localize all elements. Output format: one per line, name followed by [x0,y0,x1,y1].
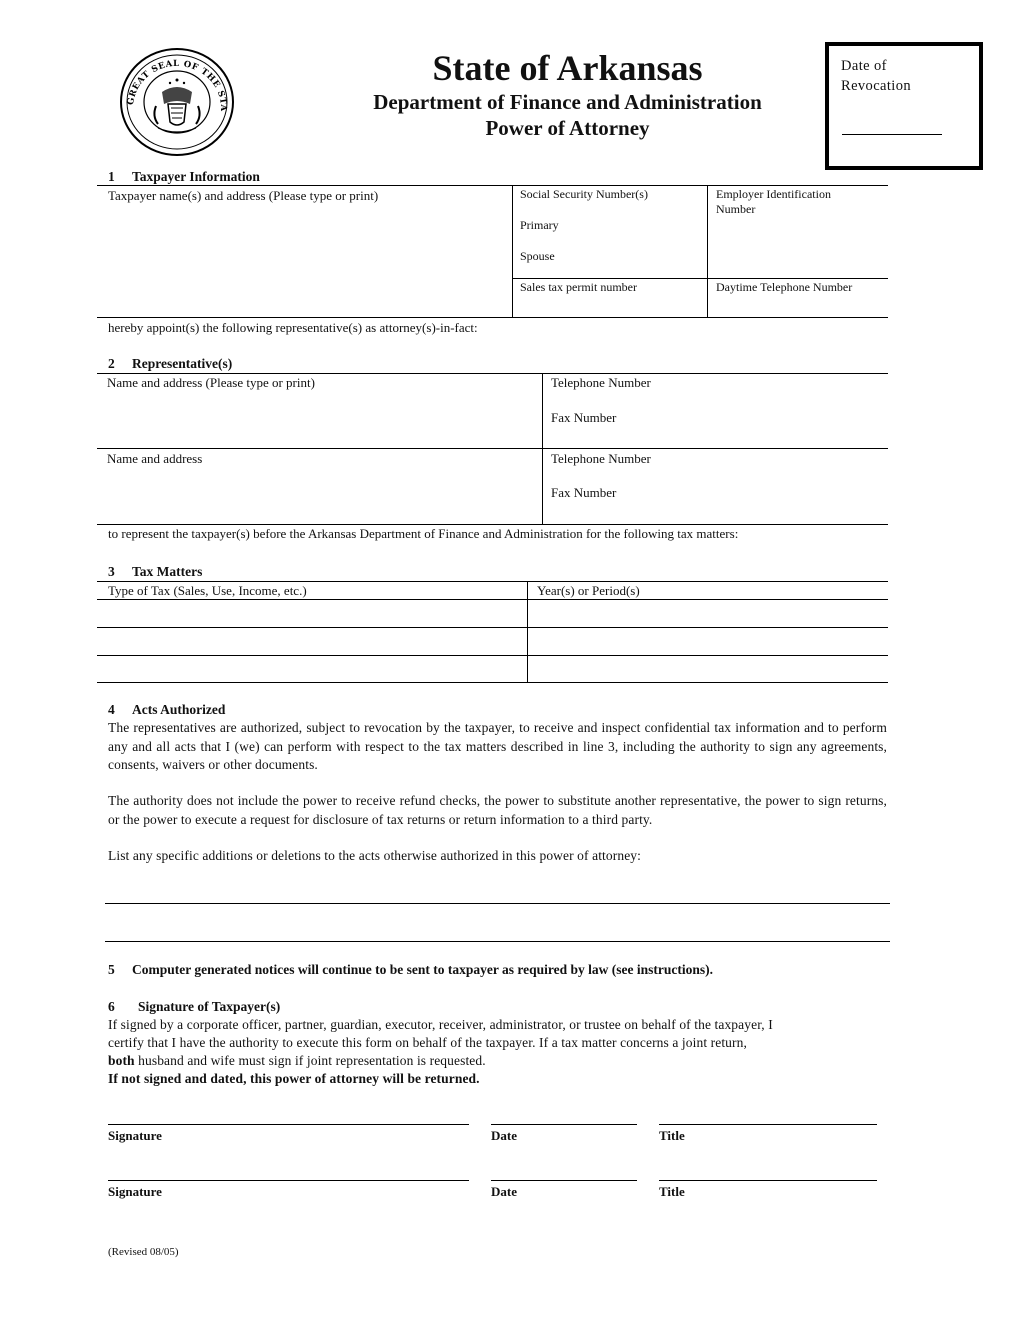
rep1-phone-field[interactable] [551,375,881,391]
tax-type-field-3[interactable] [98,657,526,681]
taxpayer-name-field[interactable] [108,188,508,314]
tax-period-field-2[interactable] [529,629,887,654]
rep1-fax-label: Fax Number [551,410,617,425]
ein-label-line2: Number [716,202,756,216]
section1-heading: Taxpayer Information [132,169,260,184]
ein-label-line1: Employer Identification [716,187,831,201]
authority-exclusions-paragraph: The authority does not include the power to receive refund checks, the power to substitute another representative, the power to sign returns, or the power to execute a request for disclosure of tax returns or return information to a third party. [108,793,887,827]
tax-period-field-1[interactable] [529,601,887,626]
svg-text:GREAT SEAL OF THE STATE OF ARK: GREAT SEAL OF THE STA [125,58,229,112]
rep2-name-label: Name and address [107,451,203,466]
represent-text: to represent the taxpayer(s) before the Arkansas Department of Finance and Administration for the following tax matters: [108,526,739,541]
title-field-2[interactable] [659,1156,877,1181]
tax-period-header: Year(s) or Period(s) [537,583,640,598]
taxpayer-name-label: Taxpayer name(s) and address (Please type or print) [108,188,379,203]
title-label-2: Title [659,1184,685,1199]
rep1-name-label: Name and address (Please type or print) [107,375,315,390]
daytime-phone-field[interactable] [716,280,884,314]
signature-line1: If signed by a corporate officer, partner, guardian, executor, receiver, administrator, or trustee on behalf of the taxpayer, I [108,1017,773,1032]
date-label-1: Date [491,1128,517,1143]
sales-tax-label: Sales tax permit number [520,280,637,294]
ssn-primary-field[interactable] [520,218,700,233]
revocation-box [825,42,983,170]
revocation-date-field[interactable] [842,134,942,135]
department-name: Department of Finance and Administration [373,90,762,114]
rep2-name-field[interactable] [107,451,537,521]
form-title: Power of Attorney [485,116,650,140]
rep2-fax-label: Fax Number [551,485,617,500]
section3-heading: Tax Matters [132,564,203,579]
daytime-phone-label: Daytime Telephone Number [716,280,853,294]
additions-deletions-prompt: List any specific additions or deletions to the acts otherwise authorized in this power of attorney: [108,848,641,863]
section3-number: 3 [108,564,115,579]
sales-tax-field[interactable] [520,280,700,314]
tax-type-header: Type of Tax (Sales, Use, Income, etc.) [108,583,307,598]
date-label-2: Date [491,1184,517,1199]
section1-number: 1 [108,169,115,184]
rep2-phone-label: Telephone Number [551,451,651,466]
signature-label-1: Signature [108,1128,162,1143]
revocation-label-line1: Date of [841,58,887,74]
signature-label-2: Signature [108,1184,162,1199]
revision-note: (Revised 08/05) [108,1246,179,1258]
section6-heading: Signature of Taxpayer(s) [138,999,281,1014]
rep2-phone-field[interactable] [551,451,881,467]
state-seal [118,46,236,158]
section6-number: 6 [108,999,115,1014]
section2-number: 2 [108,356,115,371]
appoint-text: hereby appoint(s) the following representative(s) as attorney(s)-in-fact: [108,320,478,335]
additions-field-1[interactable] [105,880,890,904]
ssn-spouse-field[interactable] [520,249,700,264]
ssn-spouse-label: Spouse [520,249,555,263]
tax-type-field-1[interactable] [98,601,526,626]
tax-period-field-3[interactable] [529,657,887,681]
section5-number: 5 [108,962,115,977]
rep2-fax-field[interactable] [551,485,881,501]
signature-line2: certify that I have the authority to execute this form on behalf of the taxpayer. If a tax matter concerns a joint return, [108,1035,747,1050]
ssn-label: Social Security Number(s) [520,187,648,201]
tax-type-field-2[interactable] [98,629,526,654]
revocation-label-line2: Revocation [841,78,912,94]
ein-field[interactable] [716,187,884,273]
signature-field-1[interactable] [108,1100,469,1125]
unsigned-warning: If not signed and dated, this power of attorney will be returned. [108,1071,480,1086]
date-field-2[interactable] [491,1156,637,1181]
rep1-fax-field[interactable] [551,410,881,426]
section4-heading: Acts Authorized [132,702,226,717]
section2-heading: Representative(s) [132,356,233,371]
both-emphasis: both [108,1053,135,1068]
rep1-name-field[interactable] [107,375,537,445]
date-field-1[interactable] [491,1100,637,1125]
signature-line3 [108,1052,887,1071]
additions-field-2[interactable] [105,918,890,942]
notices-statement: Computer generated notices will continue to be sent to taxpayer as required by law (see instructions). [132,962,713,977]
signature-line3-rest: husband and wife must sign if joint representation is requested. [134,1053,486,1068]
section4-number: 4 [108,702,115,717]
acts-authorized-paragraph: The representatives are authorized, subject to revocation by the taxpayer, to receive and inspect confidential tax information and to perform any and all acts that I (we) can perform with respect to the tax matters described in line 3, including the authority to sign any agreements, consents, waivers or other documents. [108,720,887,772]
rep1-phone-label: Telephone Number [551,375,651,390]
title-label-1: Title [659,1128,685,1143]
signature-field-2[interactable] [108,1156,469,1181]
page-title: State of Arkansas [432,48,703,88]
ssn-primary-label: Primary [520,218,559,232]
title-field-1[interactable] [659,1100,877,1125]
